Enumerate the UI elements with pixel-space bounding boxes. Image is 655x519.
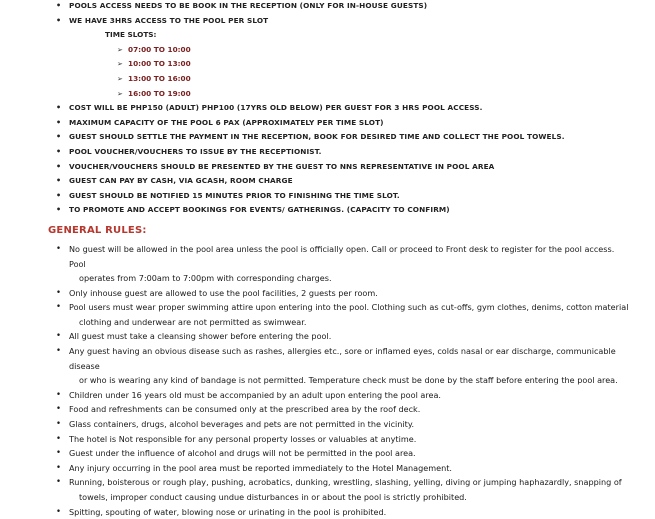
rule-item <box>0 300 655 329</box>
time-slot-item: ➢ 07:00 TO 10:00 <box>0 43 655 58</box>
general-rules-list <box>0 242 655 519</box>
policy-item: • POOL VOUCHER/VOUCHERS TO ISSUE BY THE RECEPTIONIST. <box>0 145 655 160</box>
rule-item <box>0 402 655 417</box>
rule-item <box>0 242 655 286</box>
time-slot-item: ➢ 13:00 TO 16:00 <box>0 72 655 87</box>
rule-text: Children under 16 years old must be accompanied by an adult upon entering the pool area. <box>69 389 442 400</box>
rule-text: Any guest having an obvious disease such as rashes, allergies etc., sore or inflamed eyes, colds nasal or ear discharge, communicable disease <box>69 346 616 371</box>
rule-text: Running, boisterous or rough play, pushing, acrobatics, dunking, wrestling, slashing, yelling, diving or jumping haphazardly, snapping of <box>69 477 622 488</box>
rule-item <box>0 461 655 476</box>
rule-item <box>0 344 655 388</box>
rule-item <box>0 505 655 519</box>
rule-text: Any injury occurring in the pool area must be reported immediately to the Hotel Management. <box>69 462 452 473</box>
rule-item <box>0 417 655 432</box>
rule-text: All guest must take a cleansing shower before entering the pool. <box>69 331 332 342</box>
rule-text: Food and refreshments can be consumed only at the prescribed area by the roof deck. <box>69 404 421 415</box>
policy-item: • TO PROMOTE AND ACCEPT BOOKINGS FOR EVENTS/ GATHERINGS. (CAPACITY TO CONFIRM) <box>0 203 655 218</box>
time-slot-item: ➢ 16:00 TO 19:00 <box>0 87 655 102</box>
time-slots-label: TIME SLOTS: <box>105 30 157 40</box>
rule-text-cont: towels, improper conduct causing undue disturbances in or about the pool is strictly prohibited. <box>79 492 467 502</box>
pool-policy-list-2 <box>0 101 655 218</box>
time-slot-item: ➢ 10:00 TO 13:00 <box>0 57 655 72</box>
policy-item: • VOUCHER/VOUCHERS SHOULD BE PRESENTED BY THE GUEST TO NNS REPRESENTATIVE IN POOL AREA <box>0 160 655 175</box>
rule-item <box>0 475 655 504</box>
rule-text-cont: or who is wearing any kind of bandage is not permitted. Temperature check must be done by the staff before entering the pool area. <box>79 375 618 386</box>
rule-item <box>0 432 655 447</box>
rule-text-cont: clothing and underwear are not permitted as swimwear. <box>79 316 307 327</box>
rule-text: Glass containers, drugs, alcohol beverages and pets are not permitted in the vicinity. <box>69 419 415 430</box>
rule-item <box>0 329 655 344</box>
rule-text: No guest will be allowed in the pool area unless the pool is officially open. Call or proceed to Front desk to register for the pool access. Pool <box>69 243 615 269</box>
general-rules-heading: GENERAL RULES: <box>48 224 147 236</box>
rule-item <box>0 388 655 403</box>
rule-item <box>0 446 655 461</box>
policy-item: • POOLS ACCESS NEEDS TO BE BOOK IN THE RECEPTION (ONLY FOR IN-HOUSE GUESTS) <box>0 0 655 14</box>
policy-item: • WE HAVE 3HRS ACCESS TO THE POOL PER SLOT <box>0 14 655 29</box>
policy-item: • GUEST SHOULD SETTLE THE PAYMENT IN THE RECEPTION, BOOK FOR DESIRED TIME AND COLLECT THE POOL TOWELS. <box>0 130 655 145</box>
policy-item: • MAXIMUM CAPACITY OF THE POOL 6 PAX (APPROXIMATELY PER TIME SLOT) <box>0 116 655 131</box>
rule-text: Only inhouse guest are allowed to use the pool facilities, 2 guests per room. <box>69 287 378 298</box>
rule-item <box>0 286 655 301</box>
policy-item: • GUEST CAN PAY BY CASH, VIA GCASH, ROOM CHARGE <box>0 174 655 189</box>
rule-text: Spitting, spouting of water, blowing nose or urinating in the pool is prohibited. <box>69 506 387 517</box>
pool-policy-list <box>0 0 655 28</box>
policy-item: • COST WILL BE PHP150 (ADULT) PHP100 (17YRS OLD BELOW) PER GUEST FOR 3 HRS POOL ACCESS. <box>0 101 655 116</box>
policy-item: • GUEST SHOULD BE NOTIFIED 15 MINUTES PRIOR TO FINISHING THE TIME SLOT. <box>0 189 655 204</box>
rule-text: Pool users must wear proper swimming attire upon entering into the pool. Clothing such as cut-offs, gym clothes, denims, cotton material <box>69 302 629 313</box>
rule-text-cont: operates from 7:00am to 7:00pm with corresponding charges. <box>79 273 332 284</box>
rule-text: The hotel is Not responsible for any personal property losses or valuables at anytime. <box>69 433 417 444</box>
rule-text: Guest under the influence of alcohol and drugs will not be permitted in the pool area. <box>69 448 416 459</box>
